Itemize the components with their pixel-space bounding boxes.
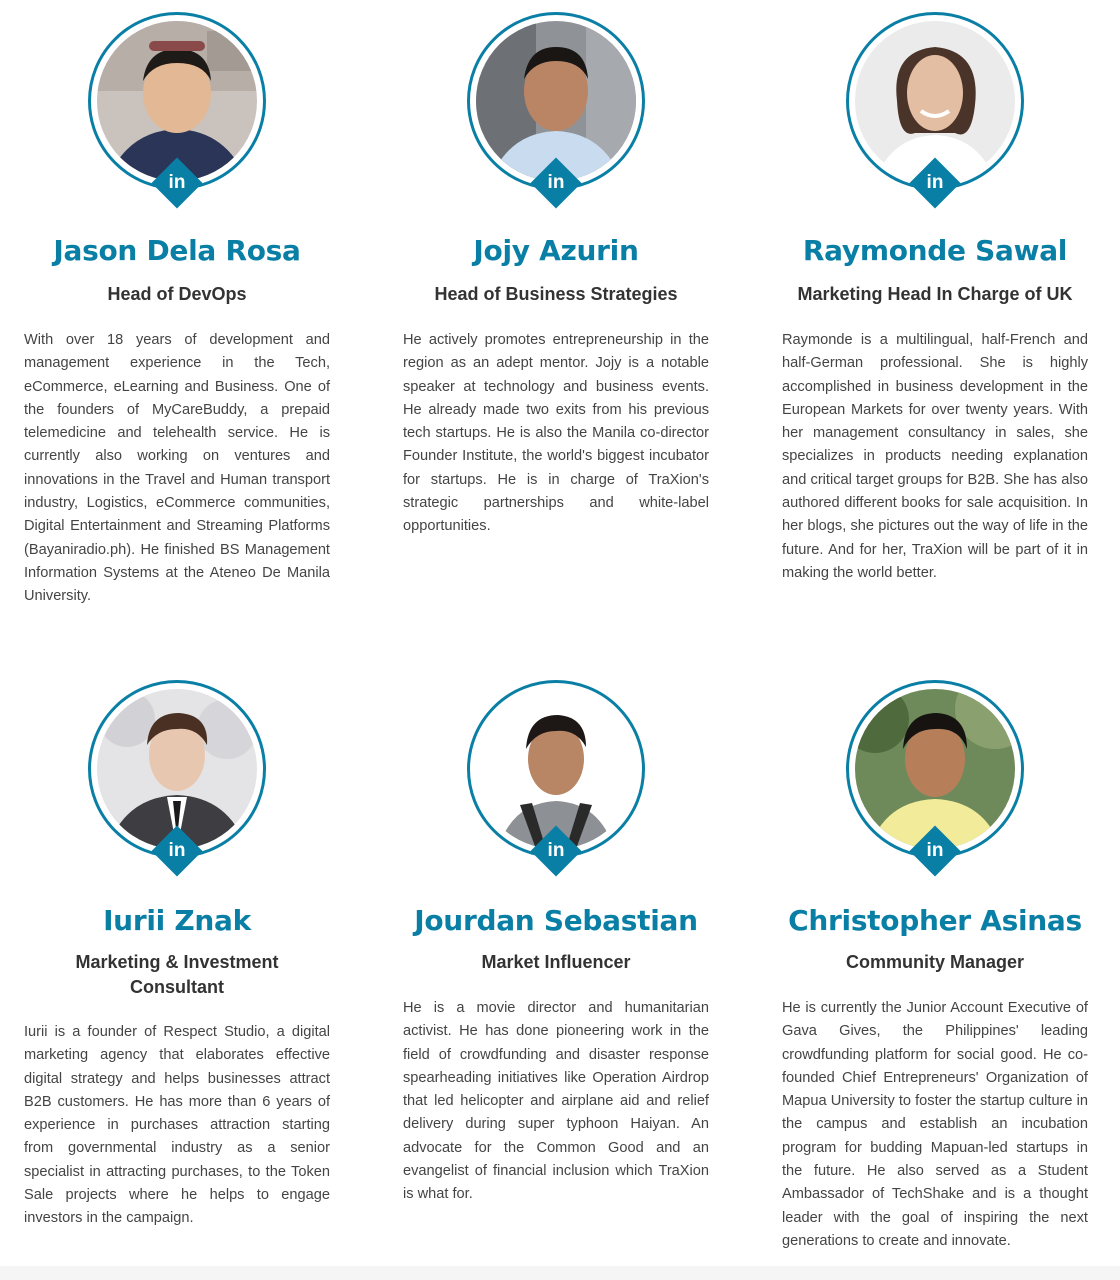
member-name: Jourdan Sebastian xyxy=(414,904,698,937)
team-member-card xyxy=(24,680,330,1260)
member-role: Market Influencer xyxy=(481,952,631,972)
member-bio: He is currently the Junior Account Executive of Gava Gives, the Philippines' leading crowdfunding platform for social good. He co-founded Chief Entrepreneurs' Organization of Mapua University to foster the startup culture in the campus and establish an incubation program for budding Mapuan-led startups in the future. He also served as a Student Ambassador of TechShake and is a thought leader with the goal of inspiring the next generations to create and innovate. xyxy=(782,1000,1088,1249)
member-role: Marketing Head In Charge of UK xyxy=(797,284,1073,304)
team-member-card xyxy=(782,12,1088,612)
team-member-card xyxy=(24,12,330,612)
member-bio: With over 18 years of development and management experience in the Tech, eCommerce, eLearning and Business. One of the founders of MyCareBuddy, a prepaid telemedicine and telehealth service. He is currently also working on ventures and innovations in the Travel and Human transport industry, Logistics, eCommerce communities, Digital Entertainment and Streaming Platforms (Bayaniradio.ph). He finished BS Management Information Systems at the Ateneo De Manila University. xyxy=(24,332,330,605)
member-name: Raymonde Sawal xyxy=(802,234,1068,267)
member-name: Jojy Azurin xyxy=(473,234,639,267)
linkedin-icon[interactable]: in xyxy=(152,158,202,208)
member-name: Jason Dela Rosa xyxy=(53,234,301,267)
team-member-card xyxy=(782,680,1088,1270)
team-member-card xyxy=(403,12,709,612)
member-bio: He actively promotes entrepreneurship in the region as an adept mentor. Jojy is a notable speaker at technology and business events. He already made two exits from his previous tech startups. He is also the Manila co-director Founder Institute, the world's biggest incubator for startups. He is in charge of TraXion's strategic partnerships and white-label opportunities. xyxy=(403,332,709,535)
member-role: Head of DevOps xyxy=(107,284,247,304)
linkedin-icon[interactable]: in xyxy=(531,158,581,208)
member-bio: Raymonde is a multilingual, half-French and half-German professional. She is highly accomplished in business development in the European Markets for over twenty years. With her management consultancy in sales, she specializes in products needing explanation and critical target groups for B2B. She has also authored different books for sale acquisition. In her blogs, she pictures out the way of life in the future. And for her, TraXion will be part of it in making the world better. xyxy=(782,332,1088,581)
member-name: Christopher Asinas xyxy=(788,904,1082,937)
member-role: Community Manager xyxy=(845,952,1025,972)
member-bio: Iurii is a founder of Respect Studio, a digital marketing agency that elaborates effective digital strategy and helps businesses attract B2B customers. He has more than 6 years of experience in purchases attraction starting from governmental industry as a senior specialist in attracting purchases, to the Token Sale projects where he helps to engage investors in the campaign. xyxy=(24,1024,330,1227)
linkedin-icon[interactable]: in xyxy=(910,826,960,876)
member-role: Head of Business Strategies xyxy=(434,284,678,304)
linkedin-icon[interactable]: in xyxy=(910,158,960,208)
section-bottom-edge xyxy=(0,1266,1120,1280)
member-name: Iurii Znak xyxy=(103,904,251,937)
linkedin-icon[interactable]: in xyxy=(152,826,202,876)
linkedin-icon[interactable]: in xyxy=(531,826,581,876)
team-member-card xyxy=(403,680,709,1240)
member-role: Marketing & Investment Consultant xyxy=(75,952,279,997)
member-bio: He is a movie director and humanitarian activist. He has done pioneering work in the field of crowdfunding and disaster response spearheading initiatives like Operation Airdrop that led helicopter and airplane aid and relief delivery during super typhoon Haiyan. An advocate for the Common Good and an evangelist of financial inclusion which TraXion is what for. xyxy=(403,1000,709,1203)
